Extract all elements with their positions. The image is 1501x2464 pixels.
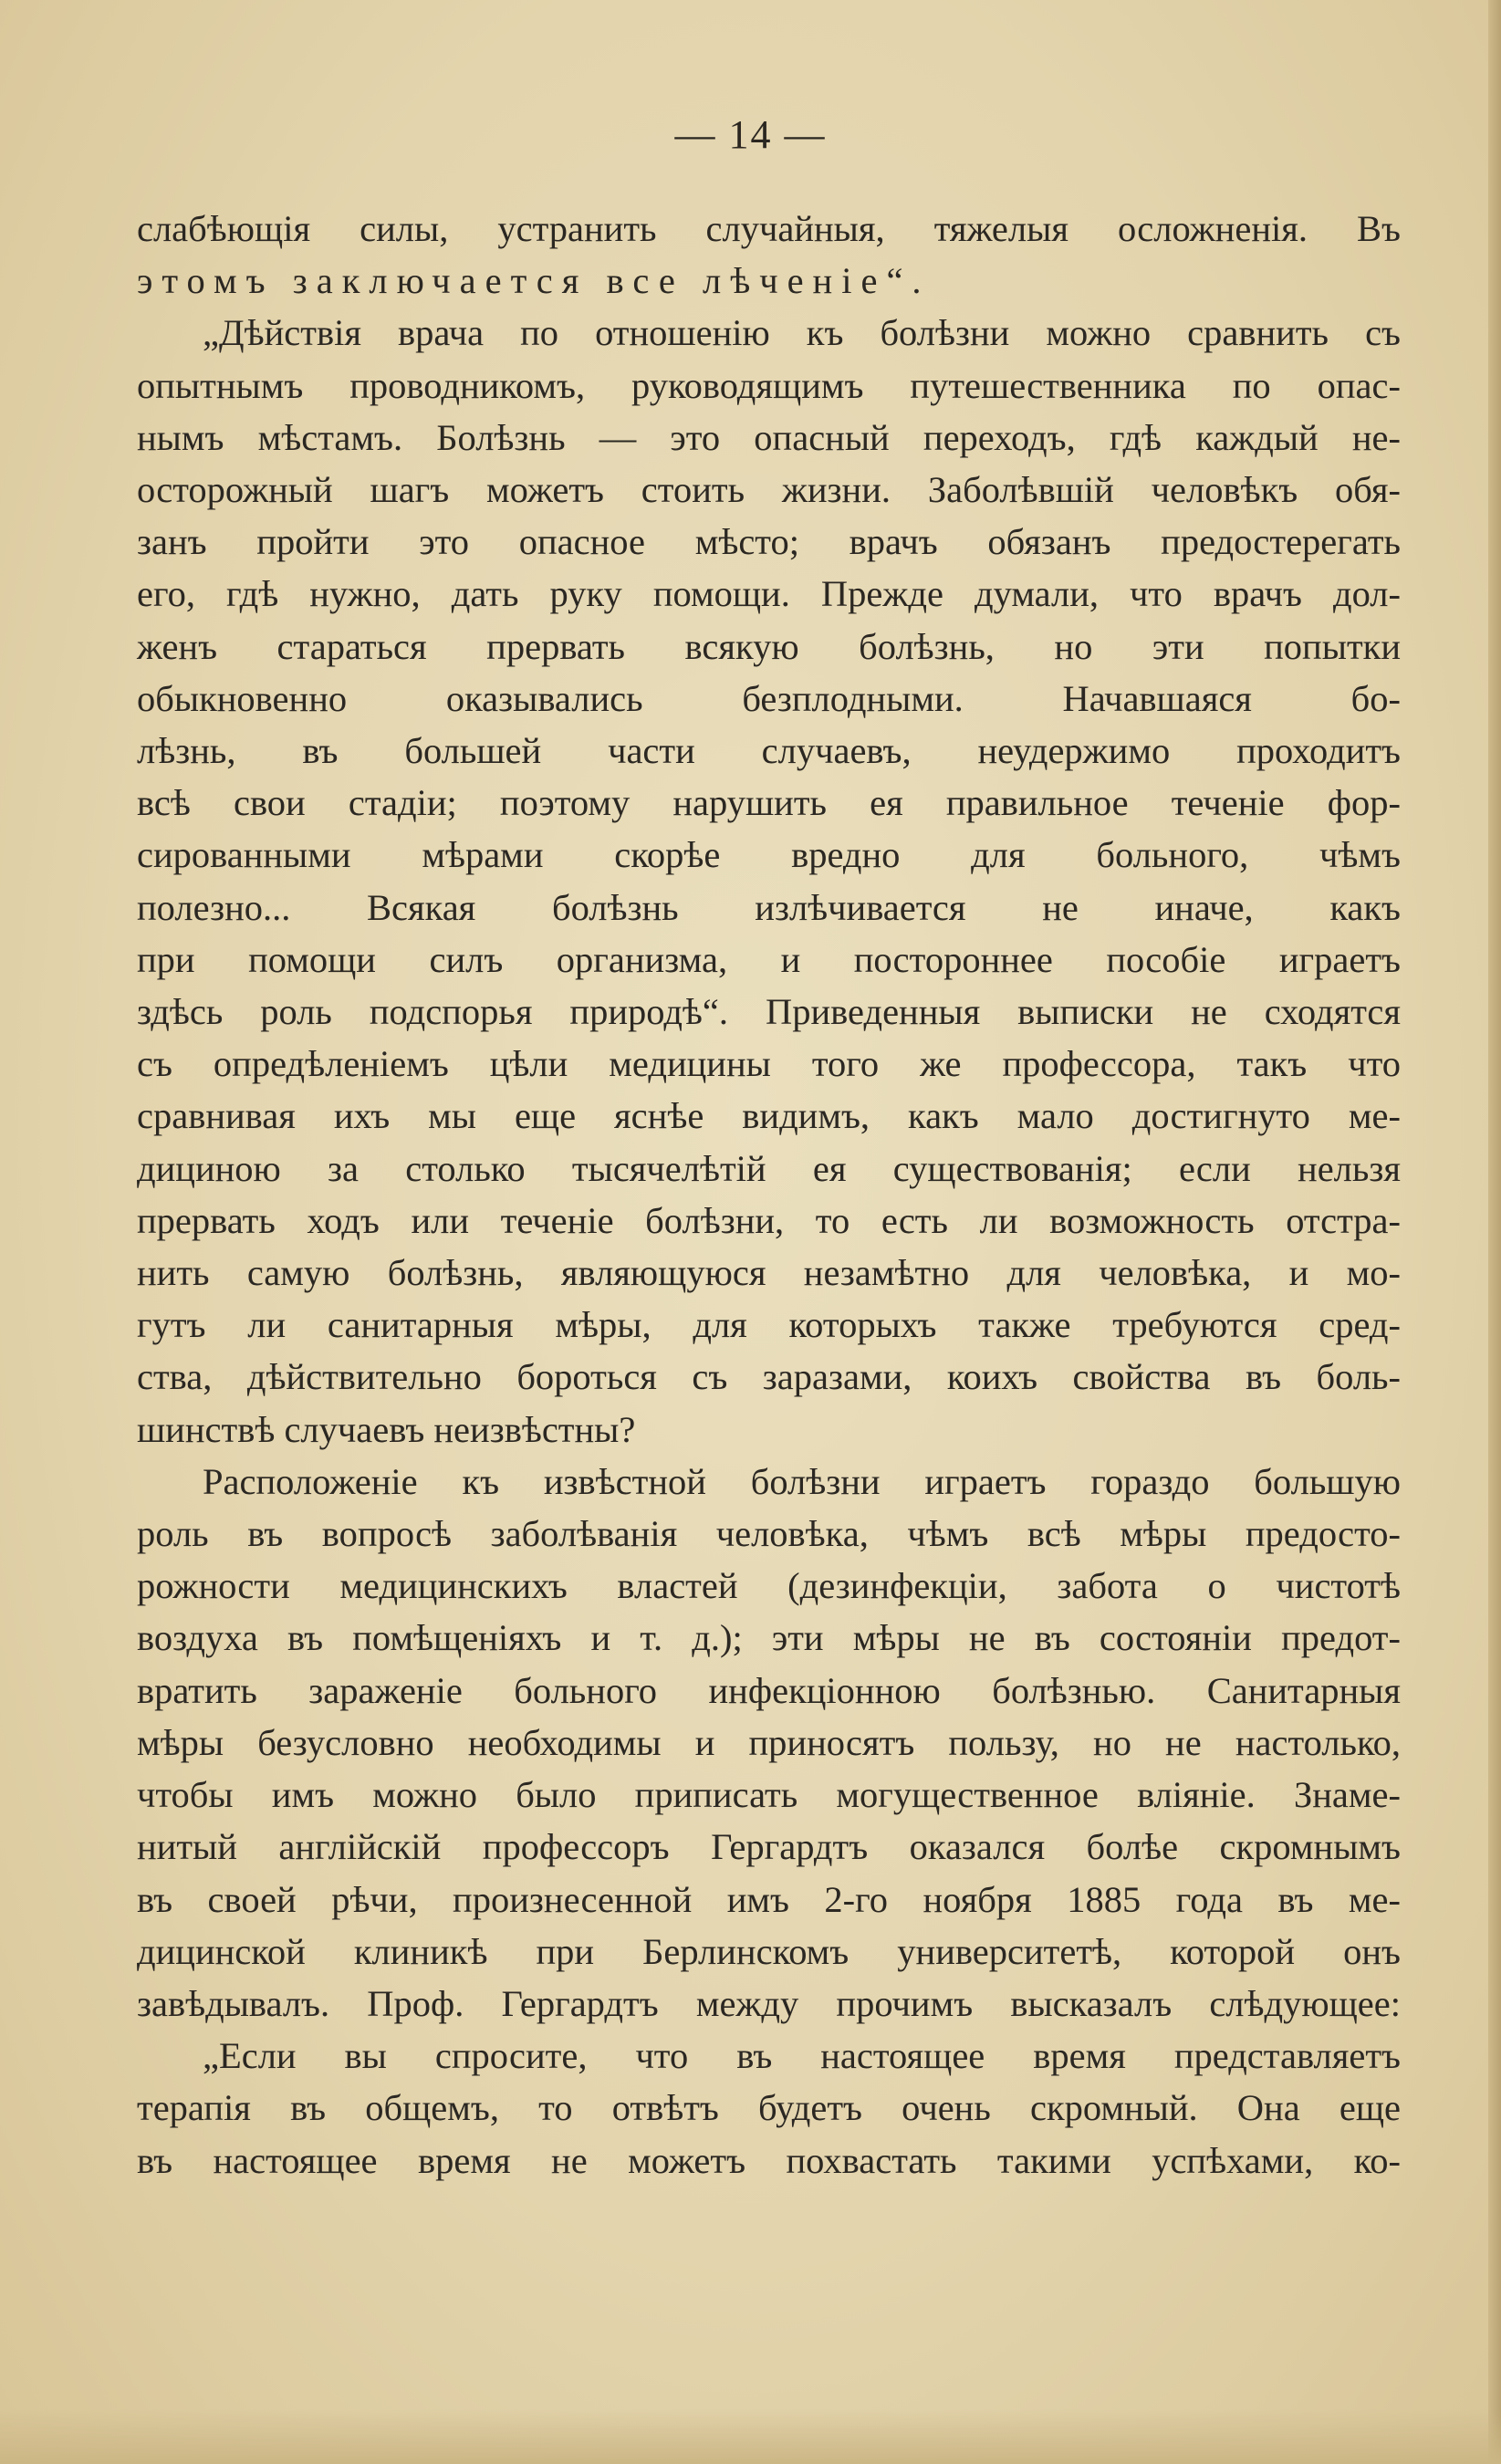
text-line: нить самую болѣзнь, являющуюся незамѣтно для человѣка, и мо- [137,1252,1401,1294]
text-line: завѣдывалъ. Проф. Гергардтъ между прочимъ высказалъ слѣдующее: [137,1982,1401,2024]
text-line: „Дѣйствія врача по отношенію къ болѣзни можно сравнить съ [203,312,1401,354]
text-line: шинствѣ случаевъ неизвѣстны? [137,1408,636,1450]
text-line: всѣ свои стадіи; поэтому нарушить ея правильное теченіе фор- [137,782,1401,824]
text-line: въ настоящее время не можетъ похвастать такими успѣхами, ко- [137,2139,1401,2181]
text-line: дицинской клиникѣ при Берлинскомъ университетѣ, которой онъ [137,1930,1401,1972]
text-line: рожности медицинскихъ властей (дезинфекціи, забота о чистотѣ [137,1565,1401,1607]
text-line: здѣсь роль подспорья природѣ“. Приведенныя выписки не сходятся [137,991,1401,1033]
body-text [137,203,1401,2187]
text-line: лѣзнь, въ большей части случаевъ, неудержимо проходитъ [137,730,1401,772]
text-line: въ своей рѣчи, произнесенной имъ 2-го ноября 1885 года въ ме- [137,1878,1401,1920]
text-line: этомъ заключается все лѣченіе“. [137,260,931,302]
text-line: ства, дѣйствительно бороться съ заразами, коихъ свойства въ боль- [137,1356,1401,1398]
text-line: прервать ходъ или теченіе болѣзни, то есть ли возможность отстра- [137,1199,1401,1241]
text-line: осторожный шагъ можетъ стоить жизни. Заболѣвшій человѣкъ обя- [137,469,1401,511]
text-line: нитый англійскій профессоръ Гергардтъ оказался болѣе скромнымъ [137,1826,1401,1868]
text-line: занъ пройти это опасное мѣсто; врачъ обязанъ предостерегать [137,521,1401,563]
text-line: дициною за столько тысячелѣтій ея существованія; если нельзя [137,1147,1401,1189]
text-line: полезно... Всякая болѣзнь излѣчивается не иначе, какъ [137,886,1401,928]
text-line: мѣры безусловно необходимы и приносятъ пользу, но не настолько, [137,1721,1401,1763]
text-line: его, гдѣ нужно, дать руку помощи. Прежде думали, что врачъ дол- [137,573,1401,615]
text-line: обыкновенно оказывались безплодными. Начавшаяся бо- [137,677,1401,719]
text-line: гутъ ли санитарныя мѣры, для которыхъ также требуются сред- [137,1304,1401,1346]
text-line: нымъ мѣстамъ. Болѣзнь — это опасный переходъ, гдѣ каждый не- [137,416,1401,458]
text-line: воздуха въ помѣщеніяхъ и т. д.); эти мѣры не въ состояніи предот- [137,1617,1401,1659]
text-line: „Если вы спросите, что въ настоящее время представляетъ [203,2035,1401,2077]
text-line: чтобы имъ можно было приписать могущественное вліяніе. Знаме- [137,1774,1401,1816]
text-line: вратить зараженіе больного инфекціонною болѣзнью. Санитарныя [137,1669,1401,1711]
text-line: слабѣющія силы, устранить случайныя, тяжелыя осложненія. Въ [137,208,1401,249]
text-line: Расположеніе къ извѣстной болѣзни играетъ гораздо большую [203,1460,1401,1502]
text-line: при помощи силъ организма, и постороннее пособіе играетъ [137,938,1401,980]
text-line: съ опредѣленіемъ цѣли медицины того же профессора, такъ что [137,1043,1401,1085]
page-edge-shadow [1488,0,1501,2464]
text-line: опытнымъ проводникомъ, руководящимъ путешественника по опас- [137,364,1401,406]
text-line: сированными мѣрами скорѣе вредно для больного, чѣмъ [137,834,1401,876]
page-number: — 14 — [674,112,827,157]
page-bottom-shadow [0,2409,1501,2464]
text-line: женъ стараться прервать всякую болѣзнь, но эти попытки [137,625,1401,667]
text-line: сравнивая ихъ мы еще яснѣе видимъ, какъ мало достигнуто ме- [137,1095,1401,1137]
text-line: терапія въ общемъ, то отвѣтъ будетъ очень скромный. Она еще [137,2087,1401,2129]
text-line: роль въ вопросѣ заболѣванія человѣка, чѣмъ всѣ мѣры предосто- [137,1513,1401,1555]
